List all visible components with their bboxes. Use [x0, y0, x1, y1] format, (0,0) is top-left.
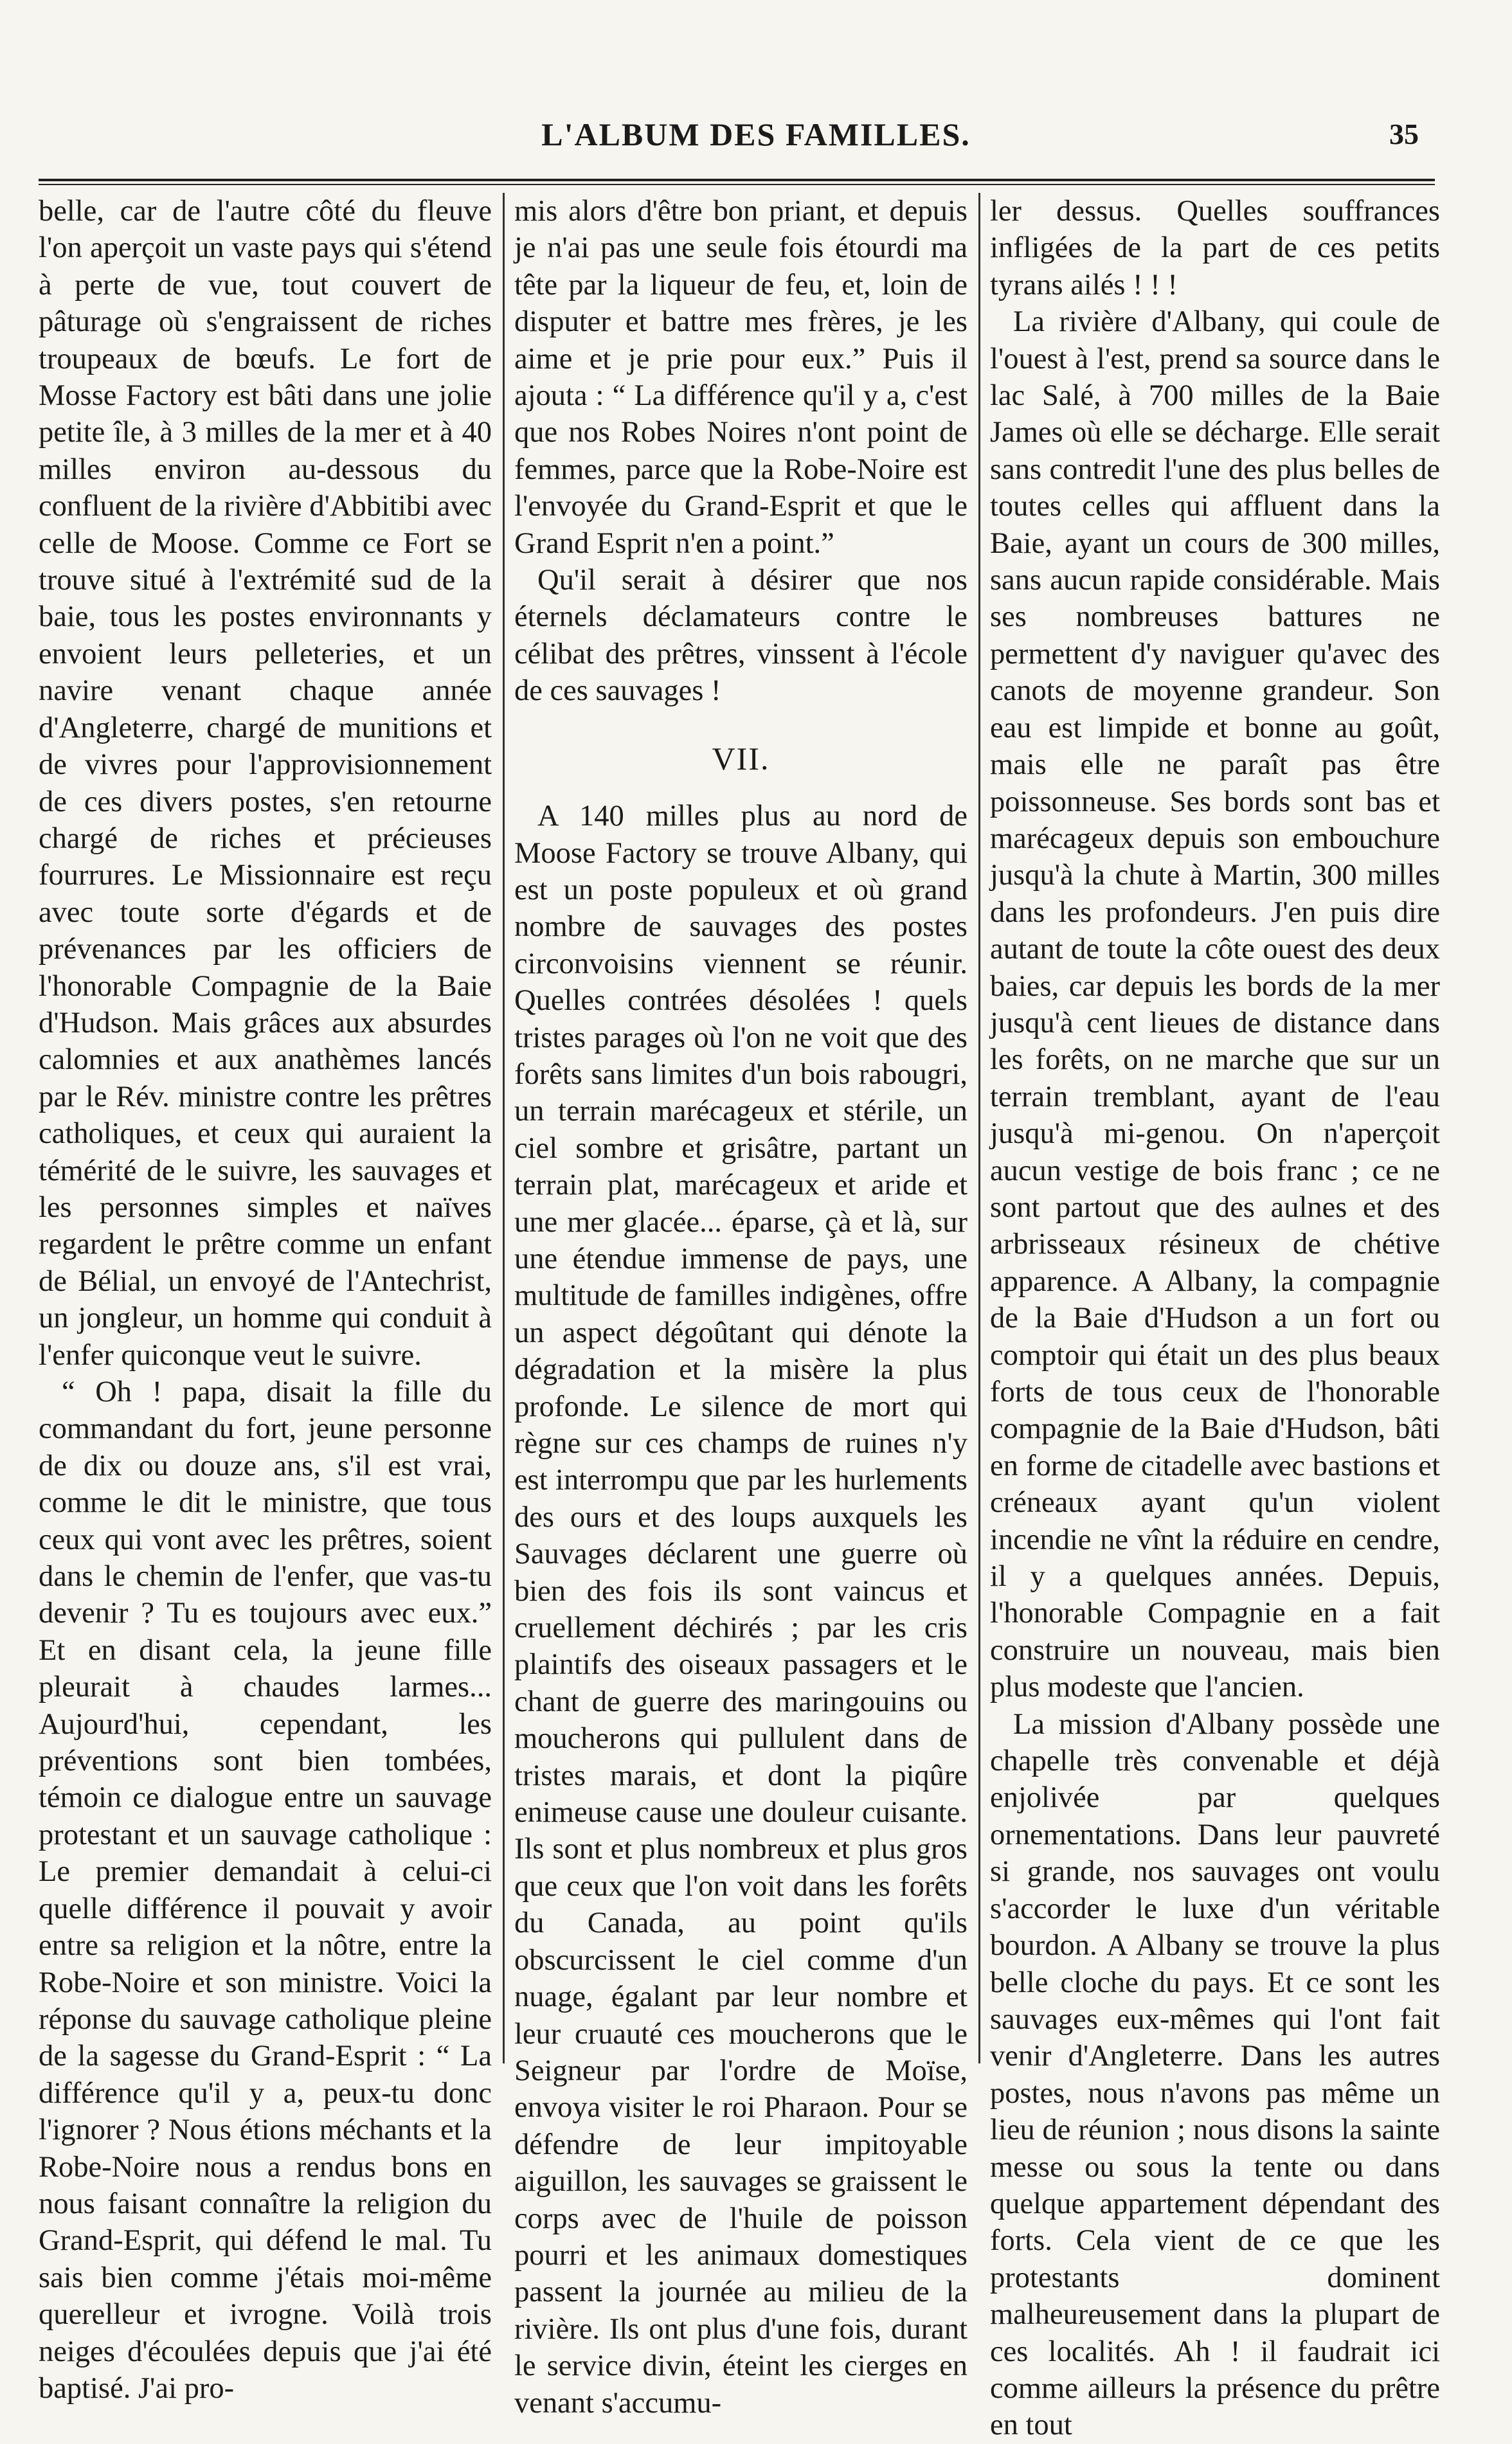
masthead — [0, 116, 1512, 167]
section-heading: VII. — [712, 740, 770, 777]
page-number: 35 — [1389, 118, 1419, 150]
column-3 — [990, 193, 1440, 2442]
column-separator — [503, 193, 505, 2063]
column-separator — [978, 193, 980, 2063]
paragraph: La mission d'Albany possède une chapelle très convenable et déjà enjolivée par quelques ornementations. Dans leur pauvreté si grande, nos sauvages ont voulu s'accorder le luxe d'un véritable bourdon. A Albany se trouve la plus belle cloche du pays. Et ce sont les sauvages eux-mêmes qui l'ont fait venir d'Angleterre. Dans les autres postes, nous n'avons pas même un lieu de réunion ; nous disons la sainte messe ou sous la tente ou dans quelque appartement dépendant des forts. Cela vient de ce que les protestants dominent malheureusement dans la plupart de ces localités. Ah ! il faudrait ici comme ailleurs la présence du prêtre en tout — [990, 1707, 1440, 2442]
column-1 — [39, 193, 492, 2405]
paragraph: ler dessus. Quelles souffrances infligées de la part de ces petits tyrans ailés ! ! ! — [990, 195, 1440, 301]
column-2 — [514, 193, 968, 2420]
paragraph: mis alors d'être bon priant, et depuis je n'ai pas une seule fois étourdi ma tête par la liqueur de feu, et, loin de disputer et battre mes frères, je les aime et je prie pour eux.” Puis il ajouta : “ La différence qu'il y a, c'est que nos Robes Noires n'ont point de femmes, parce que la Robe-Noire est l'envoyée du Grand-Esprit et que le Grand Esprit n'en a point.” — [514, 195, 968, 560]
paragraph: A 140 milles plus au nord de Moose Factory se trouve Albany, qui est un poste populeux et où grand nombre de sauvages des postes circonvoisins viennent se réunir. Quelles contrées désolées ! quels tristes parages où l'on ne voit que des forêts sans limites d'un bois rabougri, un terrain marécageux et stérile, un ciel sombre et grisâtre, partant un terrain plat, marécageux et aride et une mer glacée... éparse, çà et là, sur une étendue immense de pays, une multitude de familles indigènes, offre un aspect dégoûtant qui dénote la dégradation et la misère la plus profonde. Le silence de mort qui règne sur ces champs de ruines n'y est interrompu que par les hurlements des ours et des loups auxquels les Sauvages déclarent une guerre où bien des fois ils sont vaincus et cruellement déchirés ; par les cris plaintifs des oiseaux passagers et le chant de guerre des maringouins ou moucherons qui pullulent dans de tristes marais, et dont la piqûre enimeuse cause une douleur cuisante. Ils sont et plus nombreux et plus gros que ceux que l'on voit dans les forêts du Canada, au point qu'ils obscurcissent le ciel comme d'un nuage, égalant par leur nombre et leur cruauté ces moucherons que le Seigneur par l'ordre de Moïse, envoya visiter le roi Pharaon. Pour se défendre de leur impitoyable aiguillon, les sauvages se graissent le corps avec de l'huile de poisson pourri et les animaux domestiques passent la journée au milieu de la rivière. Ils ont plus d'une fois, durant le service divin, éteint les cierges en venant s'accumu- — [514, 800, 968, 2420]
paragraph: belle, car de l'autre côté du fleuve l'on aperçoit un vaste pays qui s'étend à perte de vue, tout couvert de pâturage où s'engraissent de riches troupeaux de bœufs. Le fort de Mosse Factory est bâti dans une jolie petite île, à 3 milles de la mer et à 40 milles environ au-dessous du confluent de la rivière d'Abbitibi avec celle de Moose. Comme ce Fort se trouve situé à l'extrémité sud de la baie, tous les postes environnants y envoient leurs pelleteries, et un navire venant chaque année d'Angleterre, chargé de munitions et de vivres pour l'approvisionnement de ces divers postes, s'en retourne chargé de riches et précieuses fourrures. Le Missionnaire est reçu avec toute sorte d'égards et de prévenances par les officiers de l'honorable Compagnie de la Baie d'Hudson. Mais grâces aux absurdes calomnies et aux anathèmes lancés par le Rév. ministre contre les prêtres catholiques, et ceux qui auraient la témérité de le suivre, les sauvages et les personnes simples et naïves regardent le prêtre comme un enfant de Bélial, un envoyé de l'Antechrist, un jongleur, un homme qui conduit à l'enfer quiconque veut le suivre. — [39, 195, 492, 1372]
paragraph: “ Oh ! papa, disait la fille du commandant du fort, jeune personne de dix ou douze ans, s'il est vrai, comme le dit le ministre, que tous ceux qui vont avec les prêtres, soient dans le chemin de l'enfer, que vas-tu devenir ? Tu es toujours avec eux.” Et en disant cela, la jeune fille pleurait à chaudes larmes... Aujourd'hui, cependant, les préventions sont bien tombées, témoin ce dialogue entre un sauvage protestant et un sauvage catholique : Le premier demandait à celui-ci quelle différence il pouvait y avoir entre sa religion et la nôtre, entre la Robe-Noire et son ministre. Voici la réponse du sauvage catholique pleine de la sagesse du Grand-Esprit : “ La différence qu'il y a, peux-tu donc l'ignorer ? Nous étions méchants et la Robe-Noire nous a rendus bons en nous faisant connaître la religion du Grand-Esprit, qui défend le mal. Tu sais bien comme j'étais moi-même querelleur et ivrogne. Voilà trois neiges d'écoulées depuis que j'ai été baptisé. J'ai pro- — [39, 1376, 492, 2405]
page-title: L'ALBUM DES FAMILLES. — [541, 116, 971, 152]
paragraph: Qu'il serait à désirer que nos éternels déclamateurs contre le célibat des prêtres, vinssent à l'école de ces sauvages ! — [514, 564, 968, 708]
paragraph: La rivière d'Albany, qui coule de l'ouest à l'est, prend sa source dans le lac Salé, à 700 milles de la Baie James où elle se décharge. Elle serait sans contredit l'une des plus belles de toutes celles qui affluent dans la Baie, ayant un cours de 300 milles, sans aucun rapide considérable. Mais ses nombreuses battures ne permettent d'y naviguer qu'avec des canots de moyenne grandeur. Son eau est limpide et bonne au goût, mais elle ne paraît pas être poissonneuse. Ses bords sont bas et marécageux depuis son embouchure jusqu'à la chute à Martin, 300 milles dans les profondeurs. J'en puis dire autant de toute la côte ouest des deux baies, car depuis les bords de la mer jusqu'à cent lieues de distance dans les forêts, on ne marche que sur un terrain tremblant, ayant de l'eau jusqu'à mi-genou. On n'aperçoit aucun vestige de bois franc ; ce ne sont partout que des aulnes et des arbrisseaux résineux de chétive apparence. A Albany, la compagnie de la Baie d'Hudson a un fort ou comptoir qui était un des plus beaux forts de tous ceux de l'honorable compagnie de la Baie d'Hudson, bâti en forme de citadelle avec bastions et créneaux ayant qu'un violent incendie ne vînt la réduire en cendre, il y a quelques années. Depuis, l'honorable Compagnie en a fait construire un nouveau, mais bien plus modeste que l'ancien. — [990, 305, 1440, 1704]
header-rule — [39, 179, 1435, 185]
